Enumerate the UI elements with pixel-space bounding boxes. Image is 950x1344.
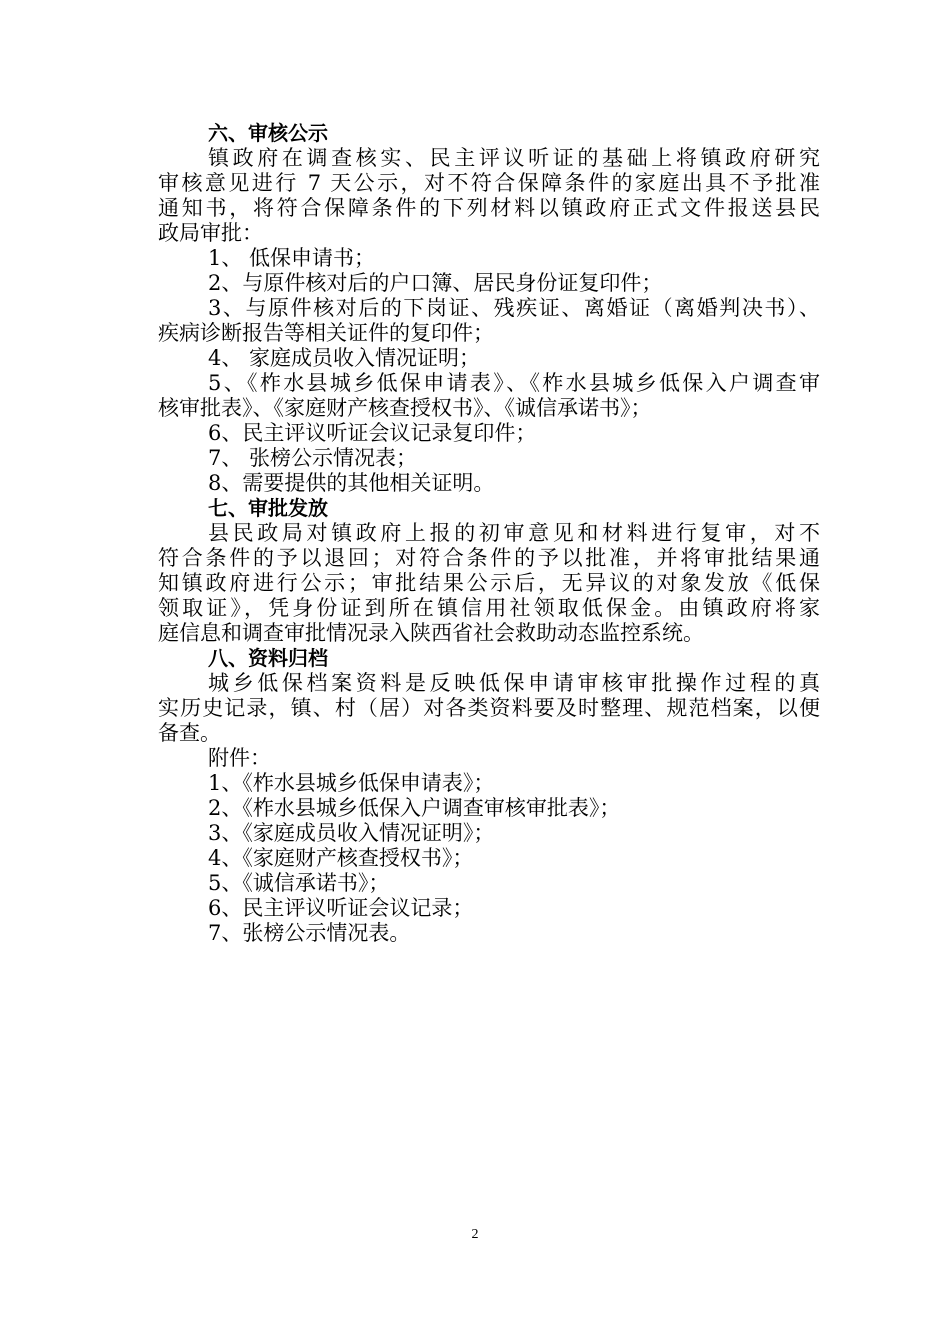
paragraph-line: 2、《柞水县城乡低保入户调查审核审批表》； <box>208 796 621 820</box>
paragraph-line: 6、民主评议听证会议记录； <box>208 896 474 920</box>
paragraph-line: 庭信息和调查审批情况录入陕西省社会救助动态监控系统。 <box>158 621 704 645</box>
paragraph-line: 领取证》，凭身份证到所在镇信用社领取低保金。由镇政府将家 <box>158 596 820 620</box>
paragraph-line: 符合条件的予以退回；对符合条件的予以批准，并将审批结果通 <box>158 546 820 570</box>
paragraph-line: 知镇政府进行公示；审批结果公示后，无异议的对象发放《低保 <box>158 571 820 595</box>
paragraph-line: 1、《柞水县城乡低保申请表》； <box>208 771 495 795</box>
paragraph-line: 7、张榜公示情况表。 <box>208 921 411 945</box>
paragraph-line: 6、民主评议听证会议记录复印件； <box>208 421 537 445</box>
paragraph-line: 城乡低保档案资料是反映低保申请审核审批操作过程的真 <box>208 671 820 695</box>
section-heading: 六、审核公示 <box>208 121 328 145</box>
paragraph-line: 附件： <box>208 746 271 770</box>
page-number: 2 <box>471 1227 479 1242</box>
paragraph-line: 5、《诚信承诺书》； <box>208 871 390 895</box>
paragraph-line: 4、《家庭财产核查授权书》； <box>208 846 474 870</box>
paragraph-line: 3、《家庭成员收入情况证明》； <box>208 821 495 845</box>
section-heading: 七、审批发放 <box>208 496 328 520</box>
paragraph-line: 备查。 <box>158 721 221 745</box>
paragraph-line: 县民政局对镇政府上报的初审意见和材料进行复审，对不 <box>208 521 820 545</box>
paragraph-line: 镇政府在调查核实、民主评议听证的基础上将镇政府研究 <box>208 146 820 170</box>
paragraph-line: 通知书，将符合保障条件的下列材料以镇政府正式文件报送县民 <box>158 196 820 220</box>
paragraph-line: 3、与原件核对后的下岗证、残疾证、离婚证（离婚判决书）、 <box>208 296 820 320</box>
paragraph-line: 1、 低保申请书； <box>208 246 376 270</box>
paragraph-line: 8、需要提供的其他相关证明。 <box>208 471 495 495</box>
paragraph-line: 审核意见进行 7 天公示，对不符合保障条件的家庭出具不予批准 <box>158 171 820 195</box>
paragraph-line: 政局审批： <box>158 221 263 245</box>
paragraph-line: 2、与原件核对后的户口簿、居民身份证复印件； <box>208 271 663 295</box>
paragraph-line: 4、 家庭成员收入情况证明； <box>208 346 481 370</box>
document-body <box>158 121 820 946</box>
paragraph-line: 实历史记录，镇、村（居）对各类资料要及时整理、规范档案，以便 <box>158 696 820 720</box>
paragraph-line: 疾病诊断报告等相关证件的复印件； <box>158 321 494 345</box>
paragraph-line: 5、《柞水县城乡低保申请表》、《柞水县城乡低保入户调查审 <box>208 371 820 395</box>
paragraph-line: 核审批表》、《家庭财产核查授权书》、《诚信承诺书》； <box>158 396 652 420</box>
paragraph-line: 7、 张榜公示情况表； <box>208 446 418 470</box>
section-heading: 八、资料归档 <box>208 646 328 670</box>
